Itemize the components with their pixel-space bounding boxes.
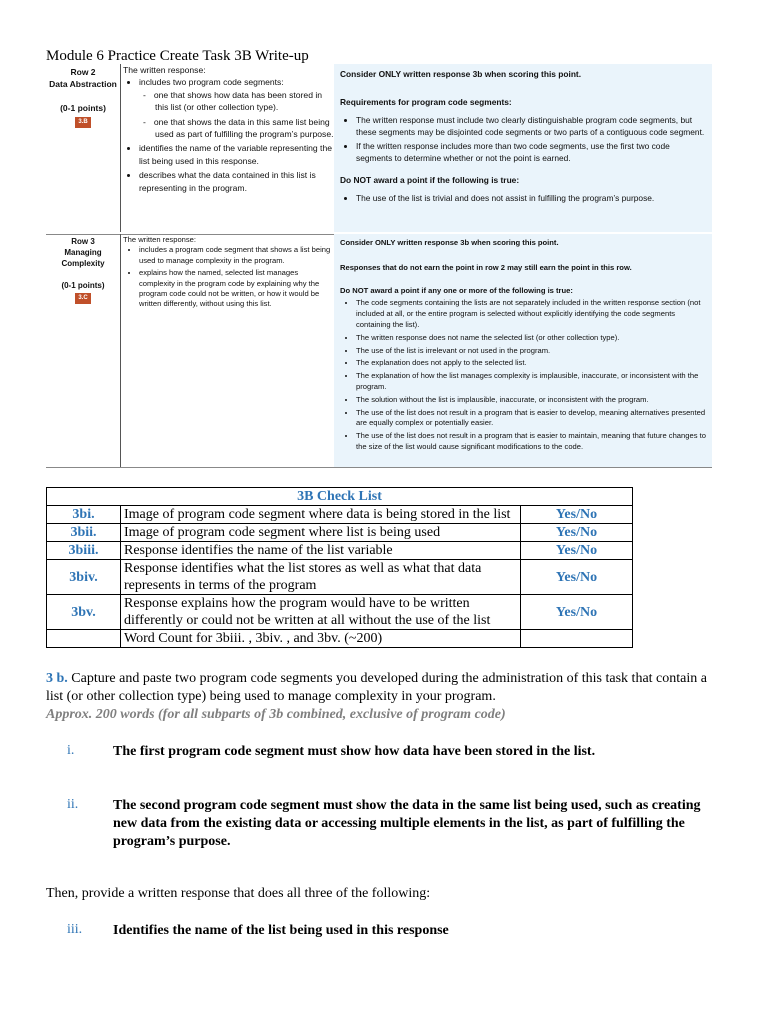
rubric-row-2 <box>46 64 712 232</box>
checklist-text: Image of program code segment where data is being stored in the list <box>121 506 521 524</box>
then-instruction: Then, provide a written response that does all three of the following: <box>46 886 431 901</box>
row3-response-intro: The written response: <box>123 235 197 244</box>
table-row <box>47 595 633 630</box>
row2-response-sub1: one that shows how data has been stored in this list (or other collection type). <box>153 89 323 113</box>
item-ii-text: The second program code segment must show the data in the same list being used, such as creating new data from the existing data or accessing multiple elements in the list, as part of fulfilling the program’s purpose. <box>113 798 701 849</box>
row2-response-item2: identifies the name of the variable representing the list being used in this response. <box>139 143 333 166</box>
word-count-row <box>47 630 633 648</box>
checklist-answer[interactable]: Yes/No <box>521 560 633 595</box>
checklist-header: 3B Check List <box>47 488 633 506</box>
row3-label-cell <box>46 236 120 304</box>
word-count-label: Word Count for 3biii. , 3biv. , and 3bv. (~200) <box>121 630 521 648</box>
row3-noaward-5: The explanation of how the list manages complexity is implausible, inaccurate, or inconsistent with the program. <box>356 371 699 391</box>
row2-label-cell <box>46 66 120 128</box>
table-row <box>47 542 633 560</box>
row2-scoring-heading: Consider ONLY written response 3b when scoring this point. <box>340 69 582 79</box>
row3-noaward-7: The use of the list does not result in a program that is easier to develop, meaning alternatives presented are equally complex or potentially easier. <box>356 407 706 428</box>
checklist-code: 3bv. <box>47 595 121 630</box>
rubric-row-3 <box>46 234 712 468</box>
checklist-header-row <box>47 488 633 506</box>
row3-badge: 3.C <box>75 293 90 304</box>
checklist-text: Image of program code segment where list is being used <box>121 524 521 542</box>
checklist-code: 3bii. <box>47 524 121 542</box>
row2-response-cell <box>121 64 335 196</box>
table-row <box>47 506 633 524</box>
section-3b <box>46 670 726 724</box>
table-row <box>47 524 633 542</box>
section-3b-lead: 3 b. <box>46 671 68 686</box>
table-row <box>47 560 633 595</box>
row3-response-cell <box>121 235 335 312</box>
word-count-blank <box>47 630 121 648</box>
checklist-answer[interactable]: Yes/No <box>521 542 633 560</box>
checklist-text: Response identifies what the list stores as well as what that data represents in terms of the program <box>121 560 521 595</box>
row3-noaward-2: The written response does not name the selected list (or other collection type). <box>356 332 620 342</box>
row3-response-item1: includes a program code segment that shows a list being used to manage complexity in the program. <box>139 245 331 265</box>
row2-response-sub2: one that shows the data in this same list being used as part of fulfilling the program’s purpose. <box>153 116 334 140</box>
item-iii-text: Identifies the name of the list being used in this response <box>113 923 449 938</box>
row3-points: (0-1 points) <box>61 281 105 290</box>
item-i-text: The first program code segment must show how data have been stored in the list. <box>113 744 596 759</box>
row3-response-item2: explains how the named, selected list manages complexity in the program code by explaining why the program code could not be written, or how it would be written differently, without using this list. <box>139 268 320 309</box>
row2-response-item3: describes what the data contained in this list is representing in the program. <box>139 170 316 193</box>
row2-label: Row 2 <box>70 67 96 77</box>
row2-req2: If the written response includes more than two code segments, use the first two code segments to determine whether or not the point is earned. <box>356 141 670 163</box>
checklist-answer[interactable]: Yes/No <box>521 506 633 524</box>
checklist-table <box>46 487 633 648</box>
row3-noaward-8: The use of the list does not result in a program that is easier to maintain, meaning that future changes to the size of the list would cause significant modifications to the code. <box>356 431 706 451</box>
row3-noaward-3: The use of the list is irrelevant or not used in the program. <box>356 345 551 355</box>
row3-noaward-1: The code segments containing the lists are not separately included in the written response section (not included at all, or the entire program is selected without explicitly identifying the code segments containing the list). <box>356 298 701 329</box>
page-title: Module 6 Practice Create Task 3B Write-up <box>46 48 309 64</box>
row2-points: (0-1 points) <box>60 103 106 113</box>
row3-noaward-heading: Do NOT award a point if any one or more of the following is true: <box>340 285 573 295</box>
item-ii-number: ii. <box>67 797 79 812</box>
row3-noaward-4: The explanation does not apply to the selected list. <box>356 358 527 368</box>
row2-response-intro: The written response: <box>123 65 206 75</box>
row2-response-item1: includes two program code segments: <box>139 77 284 88</box>
row2-req1: The written response must include two clearly distinguishable program code segments, but these segments may be disjointed code segments or two parts of a contiguous code segment. <box>356 115 705 137</box>
checklist-text: Response identifies the name of the list variable <box>121 542 521 560</box>
row2-name: Data Abstraction <box>49 79 117 89</box>
row2-badge: 3.B <box>75 117 90 128</box>
checklist-answer[interactable]: Yes/No <box>521 524 633 542</box>
word-count-value[interactable] <box>521 630 633 648</box>
row2-noaward-heading: Do NOT award a point if the following is true: <box>340 175 520 185</box>
row3-scoring-heading: Consider ONLY written response 3b when scoring this point. <box>340 238 559 247</box>
section-3b-text: Capture and paste two program code segments you developed during the administration of this task that contain a list (or other collection type) being used to manage complexity in your program. <box>46 671 707 704</box>
checklist-answer[interactable]: Yes/No <box>521 595 633 630</box>
item-iii-number: iii. <box>67 922 83 937</box>
row2-scoring-cell <box>334 64 712 232</box>
row3-responses-note: Responses that do not earn the point in row 2 may still earn the point in this row. <box>340 262 632 272</box>
checklist-code: 3bi. <box>47 506 121 524</box>
checklist-text: Response explains how the program would have to be written differently or could not be written at all without the use of the list <box>121 595 521 630</box>
checklist-code: 3biii. <box>47 542 121 560</box>
checklist-code: 3biv. <box>47 560 121 595</box>
row2-req-heading: Requirements for program code segments: <box>340 97 512 107</box>
row2-noaward1: The use of the list is trivial and does not assist in fulfilling the program’s purpose. <box>356 193 655 203</box>
row3-noaward-6: The solution without the list is implausible, inaccurate, or inconsistent with the program. <box>356 394 649 404</box>
item-i-number: i. <box>67 743 75 758</box>
section-3b-approx: Approx. 200 words (for all subparts of 3b combined, exclusive of program code) <box>46 707 506 722</box>
row3-scoring-cell <box>334 234 712 468</box>
row3-name-2: Complexity <box>61 259 105 268</box>
row3-name-1: Managing <box>64 248 102 257</box>
row3-label: Row 3 <box>71 237 95 246</box>
